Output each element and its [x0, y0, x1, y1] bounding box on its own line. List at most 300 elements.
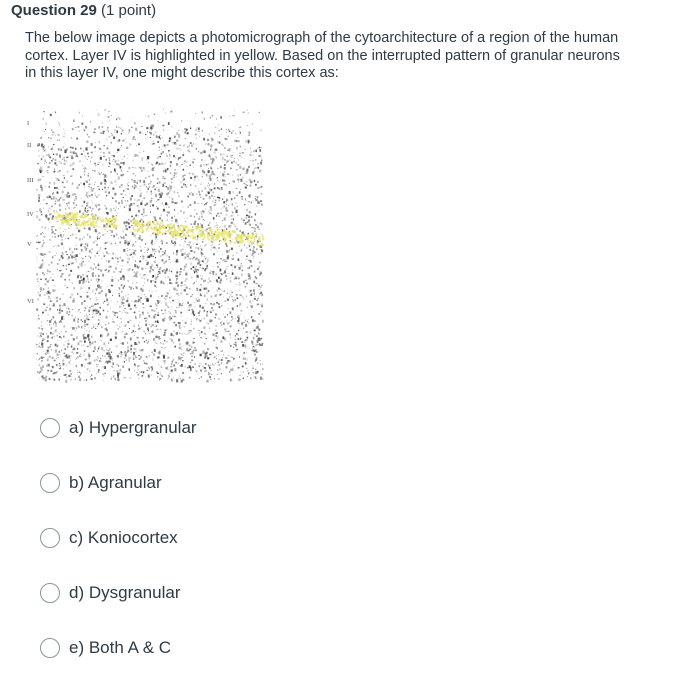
radio-button[interactable]: [40, 638, 60, 658]
cell-speckle: [223, 153, 225, 154]
cell-speckle: [181, 201, 183, 203]
cell-speckle: [52, 236, 53, 238]
layer-label-vi: VI: [27, 298, 34, 305]
cell-speckle: [243, 328, 244, 329]
answer-label: e) Both A & C: [69, 638, 172, 657]
cell-speckle: [254, 292, 255, 294]
cell-speckle: [164, 317, 166, 319]
cell-speckle: [71, 376, 72, 377]
cell-speckle: [128, 294, 129, 295]
cell-speckle: [42, 263, 43, 264]
cell-speckle: [88, 287, 90, 289]
answer-option-d[interactable]: [40, 580, 181, 606]
cell-speckle: [203, 164, 204, 165]
cell-speckle: [126, 222, 128, 224]
cell-speckle: [66, 254, 68, 255]
layer-iv-highlight: [214, 232, 216, 234]
cell-speckle: [132, 244, 134, 246]
cell-speckle: [174, 136, 176, 138]
cell-speckle: [159, 150, 160, 151]
cell-speckle: [232, 211, 233, 212]
cell-speckle: [210, 178, 212, 181]
cell-speckle: [162, 147, 163, 148]
cell-speckle: [257, 181, 259, 183]
cell-speckle: [37, 217, 38, 219]
cell-speckle: [170, 318, 172, 320]
cell-speckle: [98, 319, 100, 320]
cell-speckle: [148, 341, 149, 343]
cell-speckle: [207, 311, 208, 313]
cell-speckle: [124, 277, 125, 278]
cell-speckle: [126, 333, 128, 335]
cell-speckle: [161, 192, 163, 194]
cell-speckle: [198, 128, 200, 131]
cell-speckle: [113, 235, 115, 238]
cell-speckle: [91, 152, 92, 153]
cell-speckle: [158, 296, 159, 297]
cell-speckle: [162, 259, 164, 261]
cell-speckle: [164, 320, 165, 321]
cell-speckle: [54, 255, 55, 256]
cell-speckle: [84, 167, 86, 170]
cell-speckle: [64, 143, 65, 144]
cell-speckle: [216, 330, 217, 331]
cell-speckle: [48, 156, 49, 157]
cell-speckle: [181, 354, 183, 356]
cell-speckle: [147, 157, 148, 158]
cell-speckle: [239, 131, 241, 132]
cell-speckle: [115, 254, 116, 255]
cell-speckle: [53, 323, 54, 324]
cell-speckle: [208, 156, 210, 157]
cell-speckle: [171, 370, 173, 372]
cell-speckle: [98, 279, 100, 281]
cell-speckle: [52, 256, 53, 258]
cell-speckle: [258, 155, 260, 157]
cell-speckle: [217, 251, 218, 252]
cell-speckle: [121, 184, 123, 186]
cell-speckle: [88, 296, 89, 297]
cell-speckle: [125, 352, 127, 355]
cell-speckle: [214, 202, 216, 203]
cell-speckle: [259, 112, 260, 113]
layer-iv-highlight: [139, 224, 141, 226]
cell-speckle: [235, 342, 237, 344]
cell-speckle: [179, 325, 181, 328]
layer-iv-highlight: [222, 232, 224, 234]
cell-speckle: [103, 152, 105, 154]
cell-speckle: [218, 303, 220, 305]
cell-speckle: [144, 283, 145, 284]
cell-speckle: [48, 287, 49, 289]
cell-speckle: [246, 215, 248, 217]
cell-speckle: [259, 262, 261, 264]
cell-speckle: [245, 187, 247, 189]
cell-speckle: [105, 266, 106, 267]
cell-speckle: [201, 252, 202, 253]
cell-speckle: [233, 300, 234, 302]
cell-speckle: [108, 356, 110, 357]
cell-speckle: [58, 378, 60, 380]
cell-speckle: [260, 274, 261, 275]
cell-speckle: [45, 227, 46, 229]
cell-speckle: [134, 272, 135, 273]
cell-speckle: [53, 192, 54, 194]
cell-speckle: [134, 154, 136, 157]
cell-speckle: [55, 159, 56, 160]
cell-speckle: [229, 343, 230, 344]
cell-speckle: [157, 329, 159, 330]
cell-speckle: [55, 322, 57, 325]
answer-option-b[interactable]: [40, 470, 162, 496]
cell-speckle: [134, 335, 135, 336]
cell-speckle: [194, 356, 195, 358]
cell-speckle: [199, 363, 200, 364]
cell-speckle: [159, 380, 160, 382]
cell-speckle: [88, 173, 89, 174]
layer-iv-highlight: [189, 235, 191, 237]
cell-speckle: [149, 186, 150, 188]
cell-speckle: [72, 282, 73, 284]
cell-speckle: [217, 141, 219, 143]
cell-speckle: [58, 235, 60, 237]
cell-speckle: [51, 206, 52, 208]
cell-speckle: [54, 236, 56, 237]
cell-speckle: [74, 211, 75, 212]
cell-speckle: [62, 193, 63, 194]
cell-speckle: [97, 282, 99, 283]
cell-speckle: [145, 298, 146, 299]
cell-speckle: [39, 372, 40, 373]
cell-speckle: [87, 275, 89, 277]
cell-speckle: [83, 168, 84, 169]
cell-speckle: [125, 228, 127, 229]
cell-speckle: [79, 112, 80, 114]
cell-speckle: [208, 282, 209, 283]
cell-speckle: [260, 223, 261, 224]
cell-speckle: [254, 330, 256, 332]
cell-speckle: [107, 127, 108, 129]
cell-speckle: [55, 350, 57, 353]
cell-speckle: [86, 330, 87, 331]
cell-speckle: [125, 222, 126, 223]
cell-speckle: [95, 276, 96, 277]
radio-button[interactable]: [40, 528, 60, 548]
cell-speckle: [96, 299, 98, 301]
cell-speckle: [96, 279, 98, 281]
cell-speckle: [68, 356, 70, 359]
cell-speckle: [53, 246, 54, 247]
cell-speckle: [166, 156, 168, 157]
cell-speckle: [167, 357, 169, 359]
cell-speckle: [37, 372, 38, 373]
cell-speckle: [178, 301, 179, 303]
cell-speckle: [203, 170, 204, 171]
cell-speckle: [258, 329, 260, 331]
cell-speckle: [199, 196, 200, 197]
cell-speckle: [232, 292, 233, 293]
cell-speckle: [257, 268, 259, 270]
cell-speckle: [89, 207, 90, 208]
cell-speckle: [254, 320, 256, 322]
cell-speckle: [128, 182, 129, 183]
cell-speckle: [115, 210, 116, 212]
cell-speckle: [85, 249, 87, 251]
cell-speckle: [163, 282, 164, 284]
cell-speckle: [194, 271, 195, 273]
cell-speckle: [81, 198, 82, 199]
cell-speckle: [209, 354, 211, 356]
layer-iv-highlight: [247, 236, 249, 238]
cell-speckle: [194, 216, 196, 218]
cell-speckle: [234, 224, 235, 225]
cell-speckle: [144, 294, 145, 295]
cell-speckle: [129, 226, 131, 228]
cell-speckle: [226, 246, 227, 247]
cell-speckle: [251, 254, 253, 256]
cell-speckle: [68, 340, 69, 342]
cell-speckle: [240, 371, 241, 372]
cell-speckle: [90, 298, 91, 299]
cell-speckle: [212, 352, 213, 353]
cell-speckle: [225, 138, 227, 139]
cell-speckle: [208, 164, 209, 165]
cell-speckle: [187, 196, 188, 197]
cell-speckle: [72, 352, 73, 353]
layer-iv-highlight: [207, 236, 209, 238]
cell-speckle: [115, 180, 117, 183]
cell-speckle: [44, 145, 45, 146]
cell-speckle: [129, 254, 130, 255]
cell-speckle: [47, 197, 48, 198]
cell-speckle: [235, 299, 237, 301]
answer-option-c[interactable]: [40, 525, 178, 551]
cell-speckle: [122, 299, 123, 300]
cell-speckle: [226, 210, 228, 212]
cell-speckle: [227, 299, 229, 301]
cell-speckle: [190, 247, 191, 248]
layer-iv-highlight: [134, 230, 135, 231]
radio-button[interactable]: [40, 583, 60, 603]
cell-speckle: [79, 355, 80, 357]
cell-speckle: [76, 127, 77, 128]
cell-speckle: [37, 347, 38, 348]
layer-label-iii: III: [27, 177, 34, 184]
cell-speckle: [78, 318, 79, 320]
cell-speckle: [184, 269, 185, 271]
cell-speckle: [202, 261, 203, 262]
cell-speckle: [91, 328, 93, 329]
cell-speckle: [143, 285, 144, 286]
cell-speckle: [126, 312, 127, 313]
cell-speckle: [231, 290, 232, 291]
answer-option-e[interactable]: [40, 635, 171, 661]
cell-speckle: [159, 254, 160, 255]
layer-iv-highlight: [153, 227, 156, 230]
cell-speckle: [58, 118, 59, 119]
layer-iv-highlight: [223, 240, 224, 241]
cell-speckle: [92, 305, 94, 307]
cell-speckle: [42, 244, 44, 246]
cell-speckle: [176, 307, 177, 308]
cell-speckle: [98, 113, 100, 116]
cell-speckle: [104, 255, 106, 256]
cell-speckle: [112, 367, 113, 368]
cell-speckle: [66, 268, 67, 269]
cell-speckle: [55, 203, 57, 205]
cell-speckle: [58, 189, 59, 190]
cell-speckle: [43, 208, 44, 209]
cell-speckle: [75, 194, 76, 196]
cell-speckle: [216, 215, 217, 217]
radio-button[interactable]: [40, 418, 60, 438]
cell-speckle: [86, 153, 87, 154]
cell-speckle: [221, 359, 223, 361]
cell-speckle: [118, 127, 119, 128]
answer-option-a[interactable]: [40, 415, 197, 441]
cell-speckle: [236, 228, 238, 230]
cell-speckle: [250, 260, 252, 263]
cell-speckle: [179, 295, 180, 296]
cell-speckle: [234, 146, 235, 147]
cell-speckle: [253, 256, 255, 257]
cell-speckle: [229, 183, 230, 184]
cell-speckle: [236, 349, 238, 350]
cell-speckle: [261, 250, 263, 253]
cell-speckle: [119, 306, 121, 308]
cell-speckle: [220, 322, 221, 323]
cell-speckle: [115, 160, 116, 161]
cell-speckle: [48, 218, 50, 221]
cell-speckle: [190, 263, 192, 265]
cell-speckle: [54, 261, 55, 262]
cell-speckle: [83, 278, 85, 281]
cell-speckle: [214, 152, 216, 154]
cell-speckle: [259, 187, 261, 189]
cell-speckle: [204, 256, 205, 257]
cell-speckle: [58, 148, 60, 150]
cell-speckle: [257, 371, 259, 373]
cell-speckle: [109, 163, 111, 165]
cell-speckle: [165, 112, 166, 113]
cell-speckle: [233, 161, 235, 163]
cell-speckle: [246, 247, 247, 248]
cell-speckle: [85, 207, 86, 208]
cell-speckle: [169, 270, 170, 272]
cell-speckle: [133, 324, 134, 326]
cell-speckle: [226, 187, 227, 188]
cell-speckle: [157, 321, 158, 323]
cell-speckle: [151, 326, 152, 328]
cell-speckle: [179, 343, 181, 345]
cell-speckle: [167, 329, 168, 330]
cell-speckle: [139, 314, 141, 316]
layer-iv-highlight: [241, 234, 244, 237]
cell-speckle: [138, 367, 139, 368]
cell-speckle: [188, 149, 189, 151]
cell-speckle: [193, 143, 194, 144]
cell-speckle: [62, 191, 64, 194]
cell-speckle: [158, 352, 160, 355]
cell-speckle: [245, 358, 246, 360]
cell-speckle: [108, 187, 109, 189]
cell-speckle: [104, 183, 106, 185]
cell-speckle: [51, 196, 52, 197]
cell-speckle: [174, 244, 176, 247]
cell-speckle: [45, 352, 47, 353]
cell-speckle: [117, 355, 118, 356]
cell-speckle: [233, 152, 234, 153]
cell-speckle: [102, 234, 104, 236]
layer-iv-highlight: [199, 234, 201, 236]
cell-speckle: [37, 235, 38, 236]
cell-speckle: [73, 256, 74, 257]
cell-speckle: [162, 243, 163, 245]
cell-speckle: [158, 136, 160, 138]
cell-speckle: [227, 323, 229, 325]
layer-iv-highlight: [92, 215, 95, 218]
cell-speckle: [65, 380, 67, 383]
cell-speckle: [217, 266, 219, 267]
cell-speckle: [178, 299, 179, 300]
cell-speckle: [254, 241, 255, 242]
cell-speckle: [72, 183, 73, 185]
cell-speckle: [234, 140, 236, 142]
cell-speckle: [148, 315, 150, 318]
cell-speckle: [169, 376, 170, 377]
cell-speckle: [210, 370, 212, 371]
cell-speckle: [226, 328, 227, 329]
cell-speckle: [157, 302, 159, 304]
cell-speckle: [56, 245, 57, 246]
cell-speckle: [200, 275, 201, 276]
cell-speckle: [190, 204, 191, 205]
cell-speckle: [163, 171, 164, 173]
radio-button[interactable]: [40, 473, 60, 493]
cell-speckle: [165, 298, 166, 300]
cell-speckle: [127, 154, 128, 156]
cell-speckle: [200, 152, 202, 154]
cell-speckle: [106, 329, 108, 331]
cell-speckle: [161, 310, 163, 312]
cell-speckle: [42, 253, 44, 256]
cell-speckle: [83, 201, 85, 203]
cell-speckle: [106, 182, 107, 183]
cell-speckle: [188, 206, 189, 208]
cell-speckle: [116, 213, 118, 214]
cell-speckle: [167, 284, 168, 285]
cell-speckle: [80, 244, 82, 246]
cell-speckle: [89, 328, 90, 329]
cell-speckle: [80, 353, 81, 355]
cell-speckle: [75, 237, 77, 238]
cell-speckle: [122, 265, 123, 267]
cell-speckle: [54, 226, 55, 227]
cell-speckle: [103, 174, 104, 175]
cell-speckle: [224, 206, 225, 208]
cell-speckle: [129, 249, 131, 250]
cell-speckle: [233, 255, 234, 257]
cell-speckle: [184, 160, 186, 162]
cell-speckle: [128, 219, 130, 220]
layer-iv-highlight: [258, 236, 260, 238]
cell-speckle: [216, 179, 217, 180]
cell-speckle: [100, 247, 101, 248]
cell-speckle: [151, 163, 152, 165]
cell-speckle: [194, 363, 196, 365]
cell-speckle: [184, 212, 185, 213]
cell-speckle: [79, 253, 80, 254]
